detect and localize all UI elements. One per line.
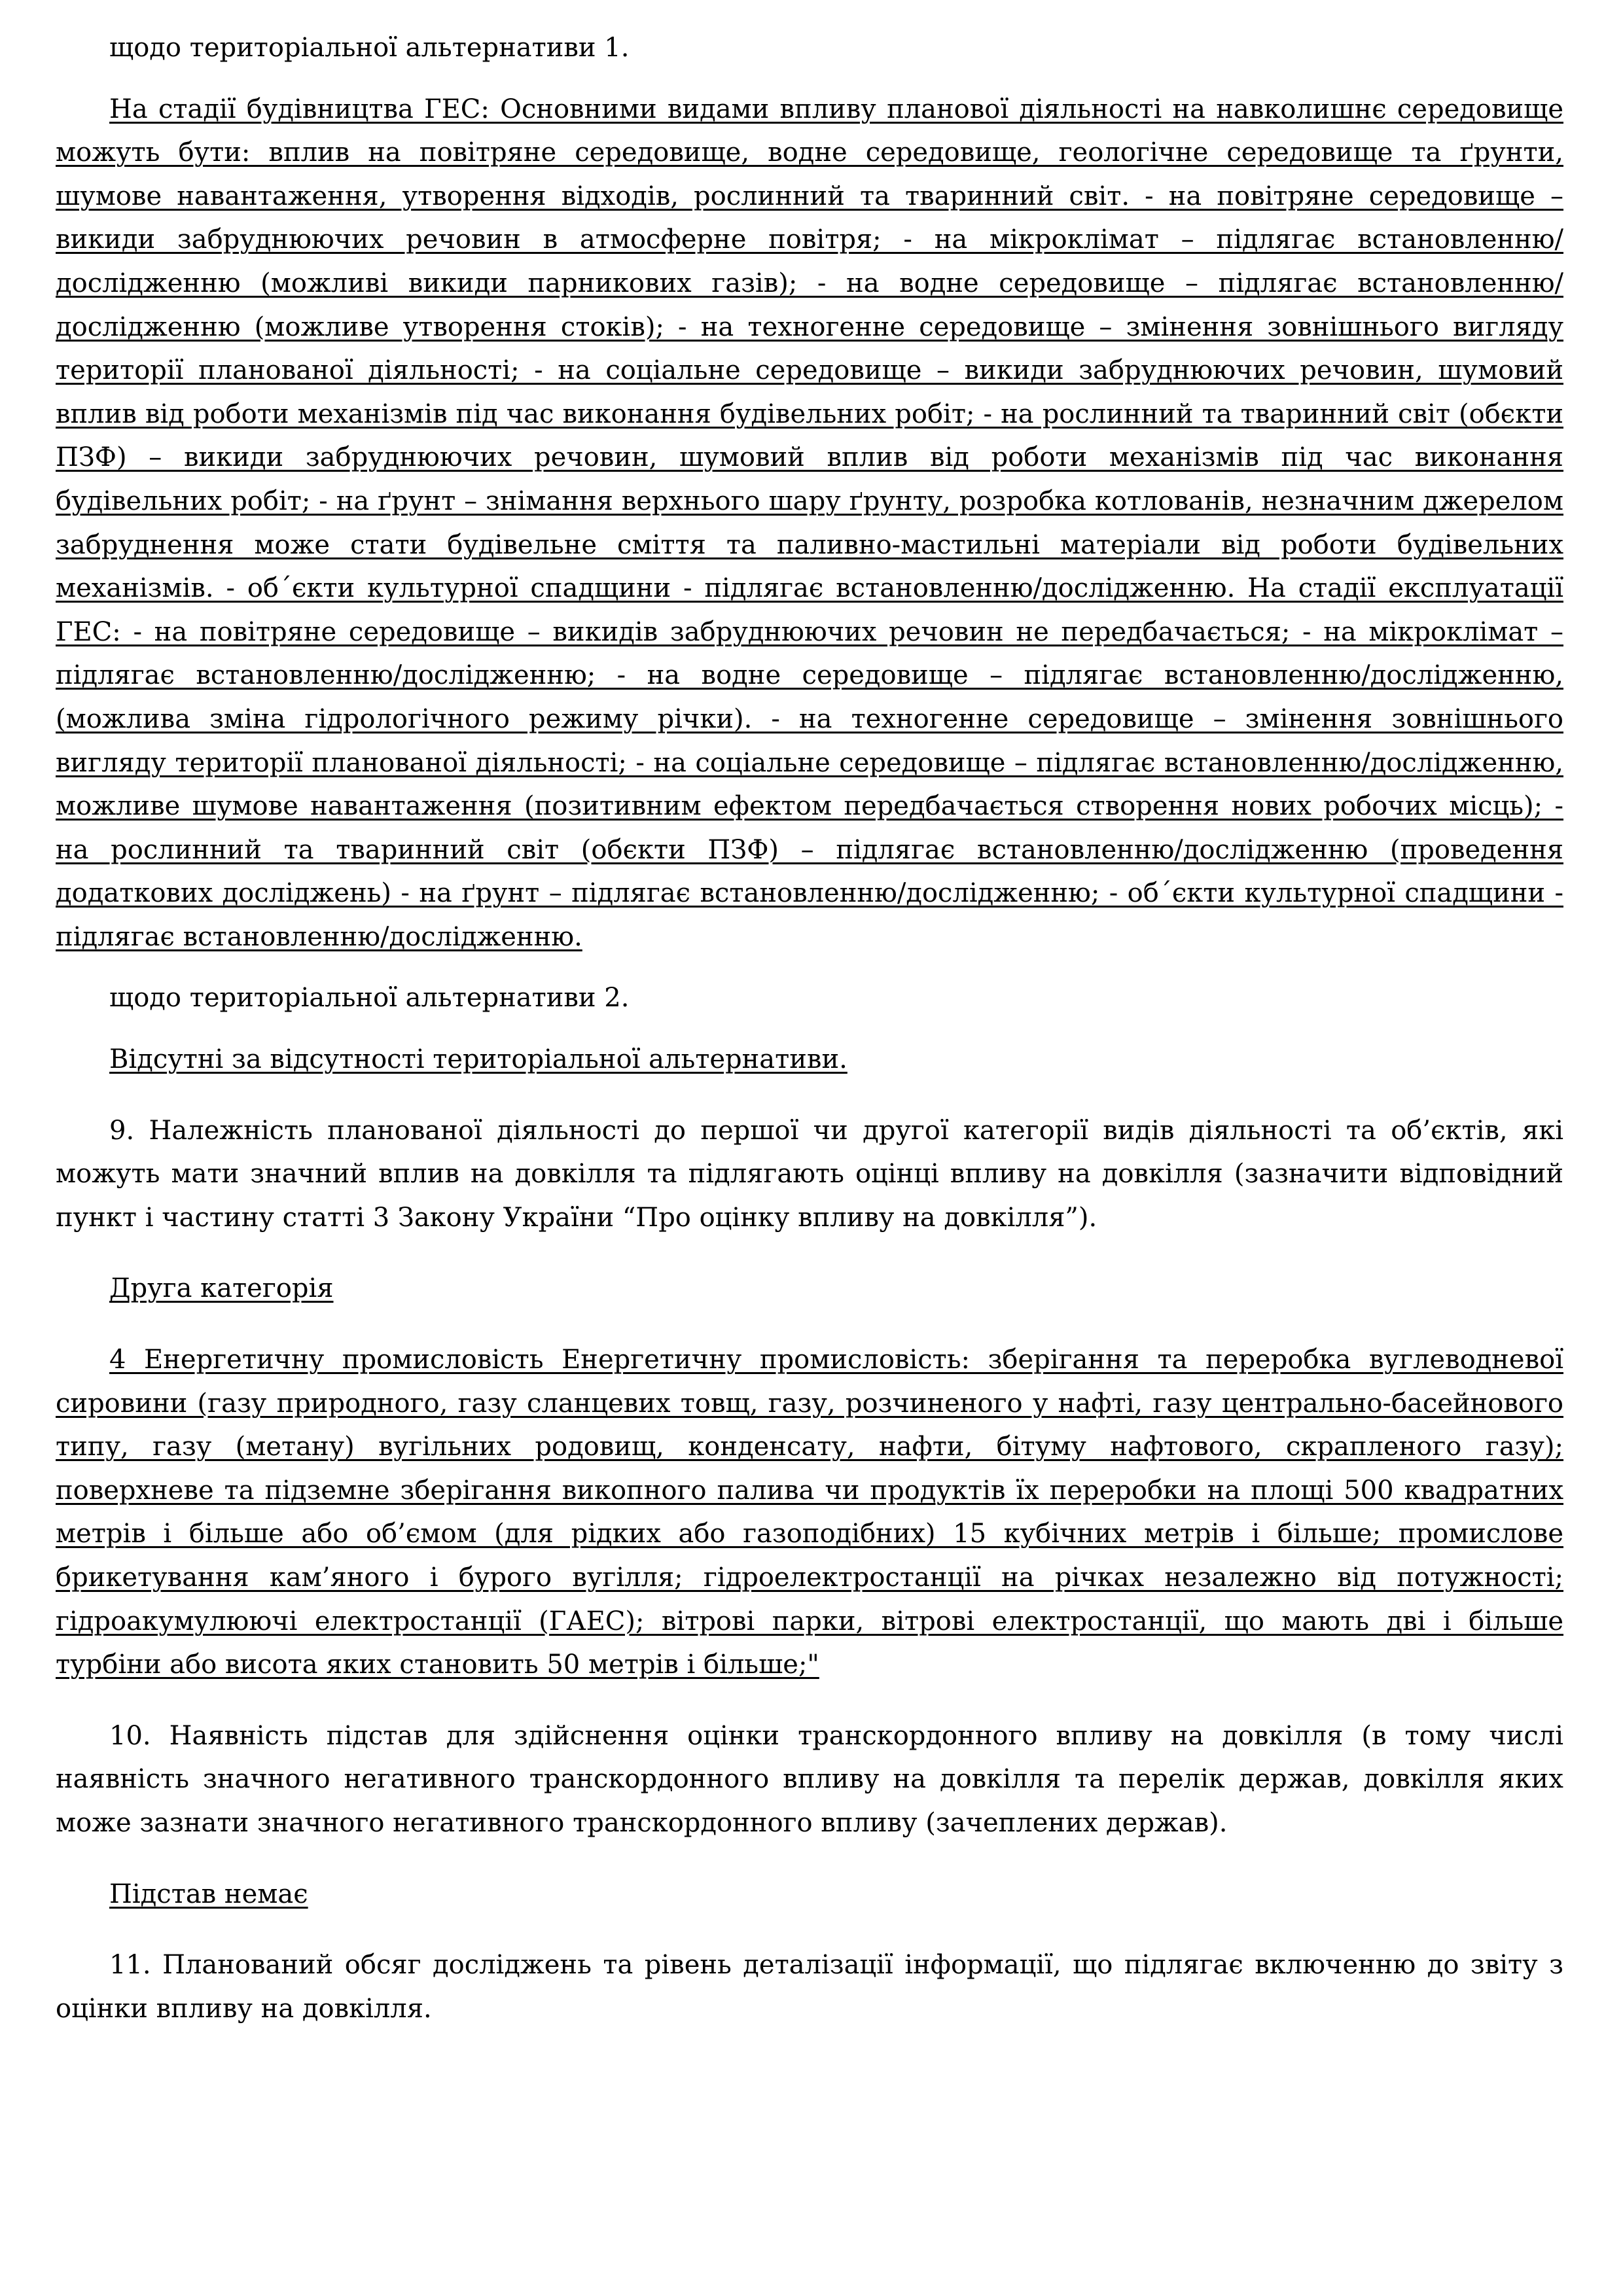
transboundary-answer-paragraph (56, 1873, 1563, 1916)
category-answer-text: Друга категорія (109, 1273, 334, 1304)
territorial-alternative-1-heading: щодо територіальної альтернативи 1. (109, 33, 630, 63)
alternative-2-answer-paragraph (56, 1038, 1563, 1082)
impact-description-paragraph (56, 88, 1563, 959)
section-10-question: 10. Наявність підстав для здійснення оцінки транскордонного впливу на довкілля (в тому числі наявність значного негативного транскордонного впливу на довкілля та перелік держав, довкілля яких може зазнати значного негативного транскордонного впливу (зачеплених держав). (56, 1720, 1563, 1838)
transboundary-answer-text: Підстав немає (109, 1879, 308, 1909)
alternative-2-answer-text: Відсутні за відсутності територіальної альтернативи. (109, 1044, 847, 1075)
document-page (56, 26, 1563, 2030)
territorial-alternative-2-heading: щодо територіальної альтернативи 2. (109, 983, 630, 1014)
energy-industry-text: 4 Енергетичну промисловість Енергетичну промисловість: зберігання та переробка вуглеводневої сировини (газу природного, газу сланцевих товщ, газу, розчиненого у нафті, газу центрально-басейнового типу, газу (метану) вугільних родовищ, конденсату, нафти, бітуму нафтового, скрапленого газу); поверхневе та підземне зберігання викопного палива чи продуктів їх переробки на площі 500 квадратних метрів і більше або об’ємом (для рідких або газоподібних) 15 кубічних метрів і більше; промислове брикетування кам’яного і бурого вугілля; гідроелектростанції на річках незалежно від потужності; гідроакумулюючі електростанції (ГАЕС); вітрові парки, вітрові електростанції, що мають дві і більше турбіни або висота яких становить 50 метрів і більше;" (56, 1345, 1563, 1680)
section-9-question: 9. Належність планованої діяльності до першої чи другої категорії видів діяльності та об’єктів, які можуть мати значний вплив на довкілля та підлягають оцінці впливу на довкілля (зазначити відповідний пункт і частину статті 3 Закону України “Про оцінку впливу на довкілля”). (56, 1115, 1563, 1233)
impact-description-text: На стадії будівництва ГЕС: Основними видами впливу планової діяльності на навколишнє середовище можуть бути: вплив на повітряне середовище, водне середовище, геологічне середовище та ґрунти, шумове навантаження, утворення відходів, рослинний та тваринний світ. - на повітряне середовище – викиди забруднюючих речовин в атмосферне повітря; - на мікроклімат – підлягає встановленню/дослідженню (можливі викиди парникових газів); - на водне середовище – підлягає встановленню/дослідженню (можливе утворення стоків); - на техногенне середовище – змінення зовнішнього вигляду території планованої діяльності; - на соціальне середовище – викиди забруднюючих речовин, шумовий вплив від роботи механізмів під час виконання будівельних робіт; - на рослинний та тваринний світ (обєкти ПЗФ) – викиди забруднюючих речовин, шумовий вплив від роботи механізмів під час виконання будівельних робіт; - на ґрунт – знімання верхнього шару ґрунту, розробка котлованів, незначним джерелом забруднення може стати будівельне сміття та паливно-мастильні матеріали від роботи будівельних механізмів. - об´єкти культурної спадщини - підлягає встановленню/дослідженню. На стадії експлуатації ГЕС: - на повітряне середовище – викидів забруднюючих речовин не передбачається; - на мікроклімат – підлягає встановленню/дослідженню; - на водне середовище – підлягає встановленню/дослідженню, (можлива зміна гідрологічного режиму річки). - на техногенне середовище – змінення зовнішнього вигляду території планованої діяльності; - на соціальне середовище – підлягає встановленню/дослідженню, можливе шумове навантаження (позитивним ефектом передбачається створення нових робочих місць); - на рослинний та тваринний світ (обєкти ПЗФ) – підлягає встановленню/дослідженню (проведення додаткових досліджень) - на ґрунт – підлягає встановленню/дослідженню; - об´єкти культурної спадщини - підлягає встановленню/дослідженню. (56, 94, 1563, 952)
section-11-question: 11. Планований обсяг досліджень та рівень деталізації інформації, що підлягає включенню до звіту з оцінки впливу на довкілля. (56, 1950, 1563, 2024)
category-answer-paragraph (56, 1267, 1563, 1311)
energy-industry-paragraph (56, 1338, 1563, 1687)
